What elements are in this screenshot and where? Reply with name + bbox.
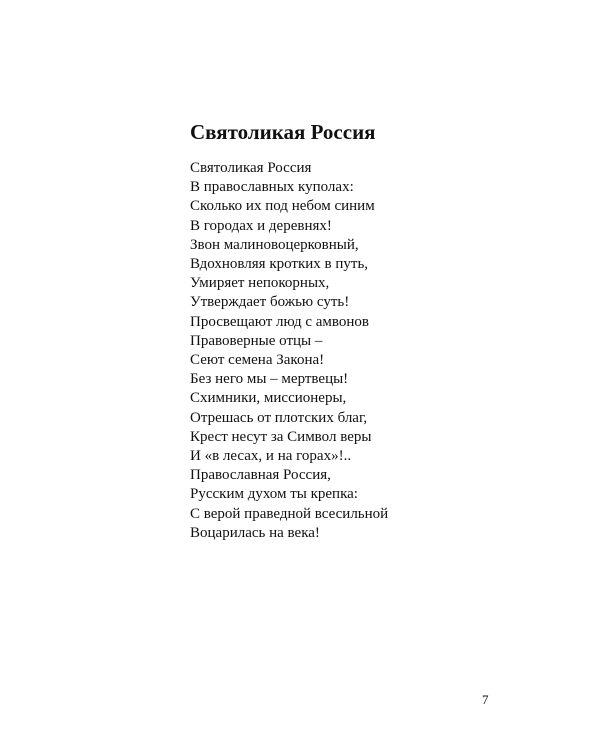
poem-line: С верой праведной всесильной bbox=[190, 505, 389, 522]
poem-line: Отрешась от плотских благ, bbox=[190, 409, 368, 426]
poem-line: В православных куполах: bbox=[190, 179, 354, 196]
poem-line: Вдохновляя кротких в путь, bbox=[190, 256, 369, 273]
poem-line: Просвещают люд с амвонов bbox=[190, 313, 369, 330]
poem-title: Святоликая Россия bbox=[190, 120, 376, 144]
poem-line: Воцарилась на века! bbox=[190, 524, 320, 541]
poem-line: Русским духом ты крепка: bbox=[190, 486, 358, 503]
poem-line: В городах и деревнях! bbox=[190, 217, 332, 234]
poem-line: И «в лесах, и на горах»!.. bbox=[190, 448, 352, 465]
poem-line: Сеют семена Закона! bbox=[190, 352, 325, 369]
poem-line: Звон малиновоцерковный, bbox=[190, 236, 359, 253]
poem-line: Схимники, миссионеры, bbox=[190, 390, 347, 407]
poem-line: Крест несут за Символ веры bbox=[190, 428, 372, 445]
poem-line: Святоликая Россия bbox=[190, 160, 312, 176]
poem-body bbox=[190, 159, 388, 543]
poem-line: Без него мы – мертвецы! bbox=[190, 371, 349, 388]
page-number: 7 bbox=[482, 692, 489, 707]
poem-line: Правоверные отцы – bbox=[190, 332, 323, 349]
poem-line: Сколько их под небом синим bbox=[190, 198, 375, 215]
poem-line: Утверждает божью суть! bbox=[190, 294, 350, 311]
poem-line: Православная Россия, bbox=[190, 467, 331, 484]
poem-line: Умиряет непокорных, bbox=[190, 275, 330, 292]
